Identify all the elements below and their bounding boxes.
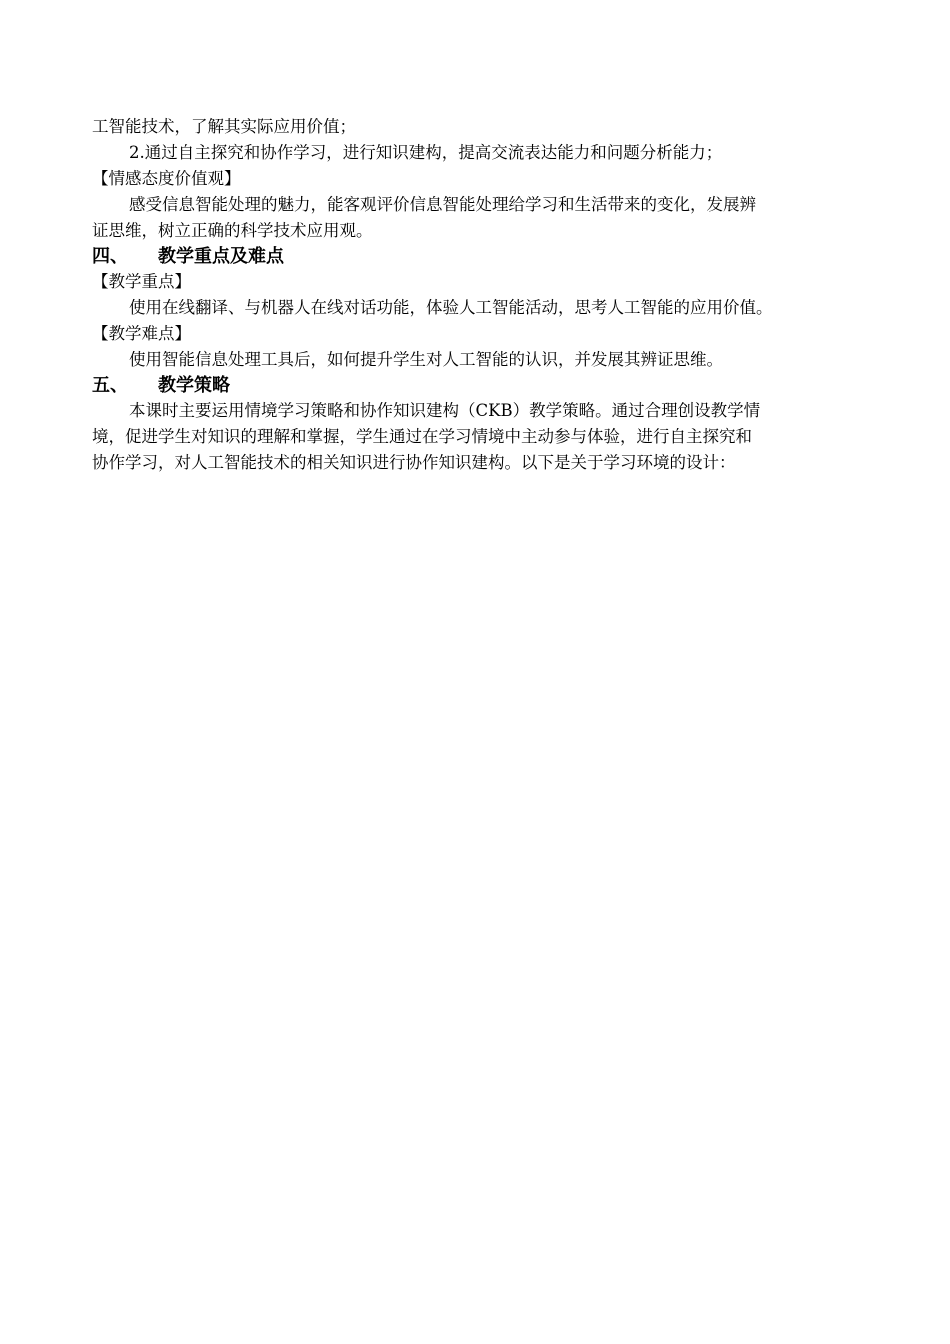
- paragraph-emotion-line-1: 感受信息智能处理的魅力，能客观评价信息智能处理给学习和生活带来的变化，发展辨: [129, 195, 756, 214]
- paragraph-strategy-line-1: 本课时主要运用情境学习策略和协作知识建构（CKB）教学策略。通过合理创设教学情: [129, 401, 761, 420]
- paragraph-difficult-points: 使用智能信息处理工具后，如何提升学生对人工智能的认识，并发展其辨证思维。: [129, 350, 723, 369]
- document-body: [92, 114, 882, 476]
- label-emotion-attitude-values: 【情感态度价值观】: [92, 169, 241, 188]
- section-title-5: 教学策略: [158, 375, 230, 396]
- section-number-4: 四、: [92, 246, 128, 267]
- paragraph-key-points: 使用在线翻译、与机器人在线对话功能，体验人工智能活动，思考人工智能的应用价值。: [129, 298, 773, 317]
- label-difficult-points: 【教学难点】: [92, 324, 191, 343]
- paragraph-continued: 工智能技术，了解其实际应用价值；: [92, 117, 356, 136]
- label-key-points: 【教学重点】: [92, 272, 191, 291]
- objective-item-2: 2.通过自主探究和协作学习，进行知识建构，提高交流表达能力和问题分析能力；: [129, 143, 723, 162]
- section-number-5: 五、: [92, 375, 128, 396]
- section-title-4: 教学重点及难点: [158, 246, 284, 267]
- paragraph-strategy-line-3: 协作学习，对人工智能技术的相关知识进行协作知识建构。以下是关于学习环境的设计：: [92, 453, 736, 472]
- paragraph-strategy-line-2: 境，促进学生对知识的理解和掌握，学生通过在学习情境中主动参与体验，进行自主探究和: [92, 427, 752, 446]
- section-heading-5: [92, 373, 882, 398]
- paragraph-emotion-line-2: 证思维，树立正确的科学技术应用观。: [92, 221, 373, 240]
- section-heading-4: [92, 244, 882, 269]
